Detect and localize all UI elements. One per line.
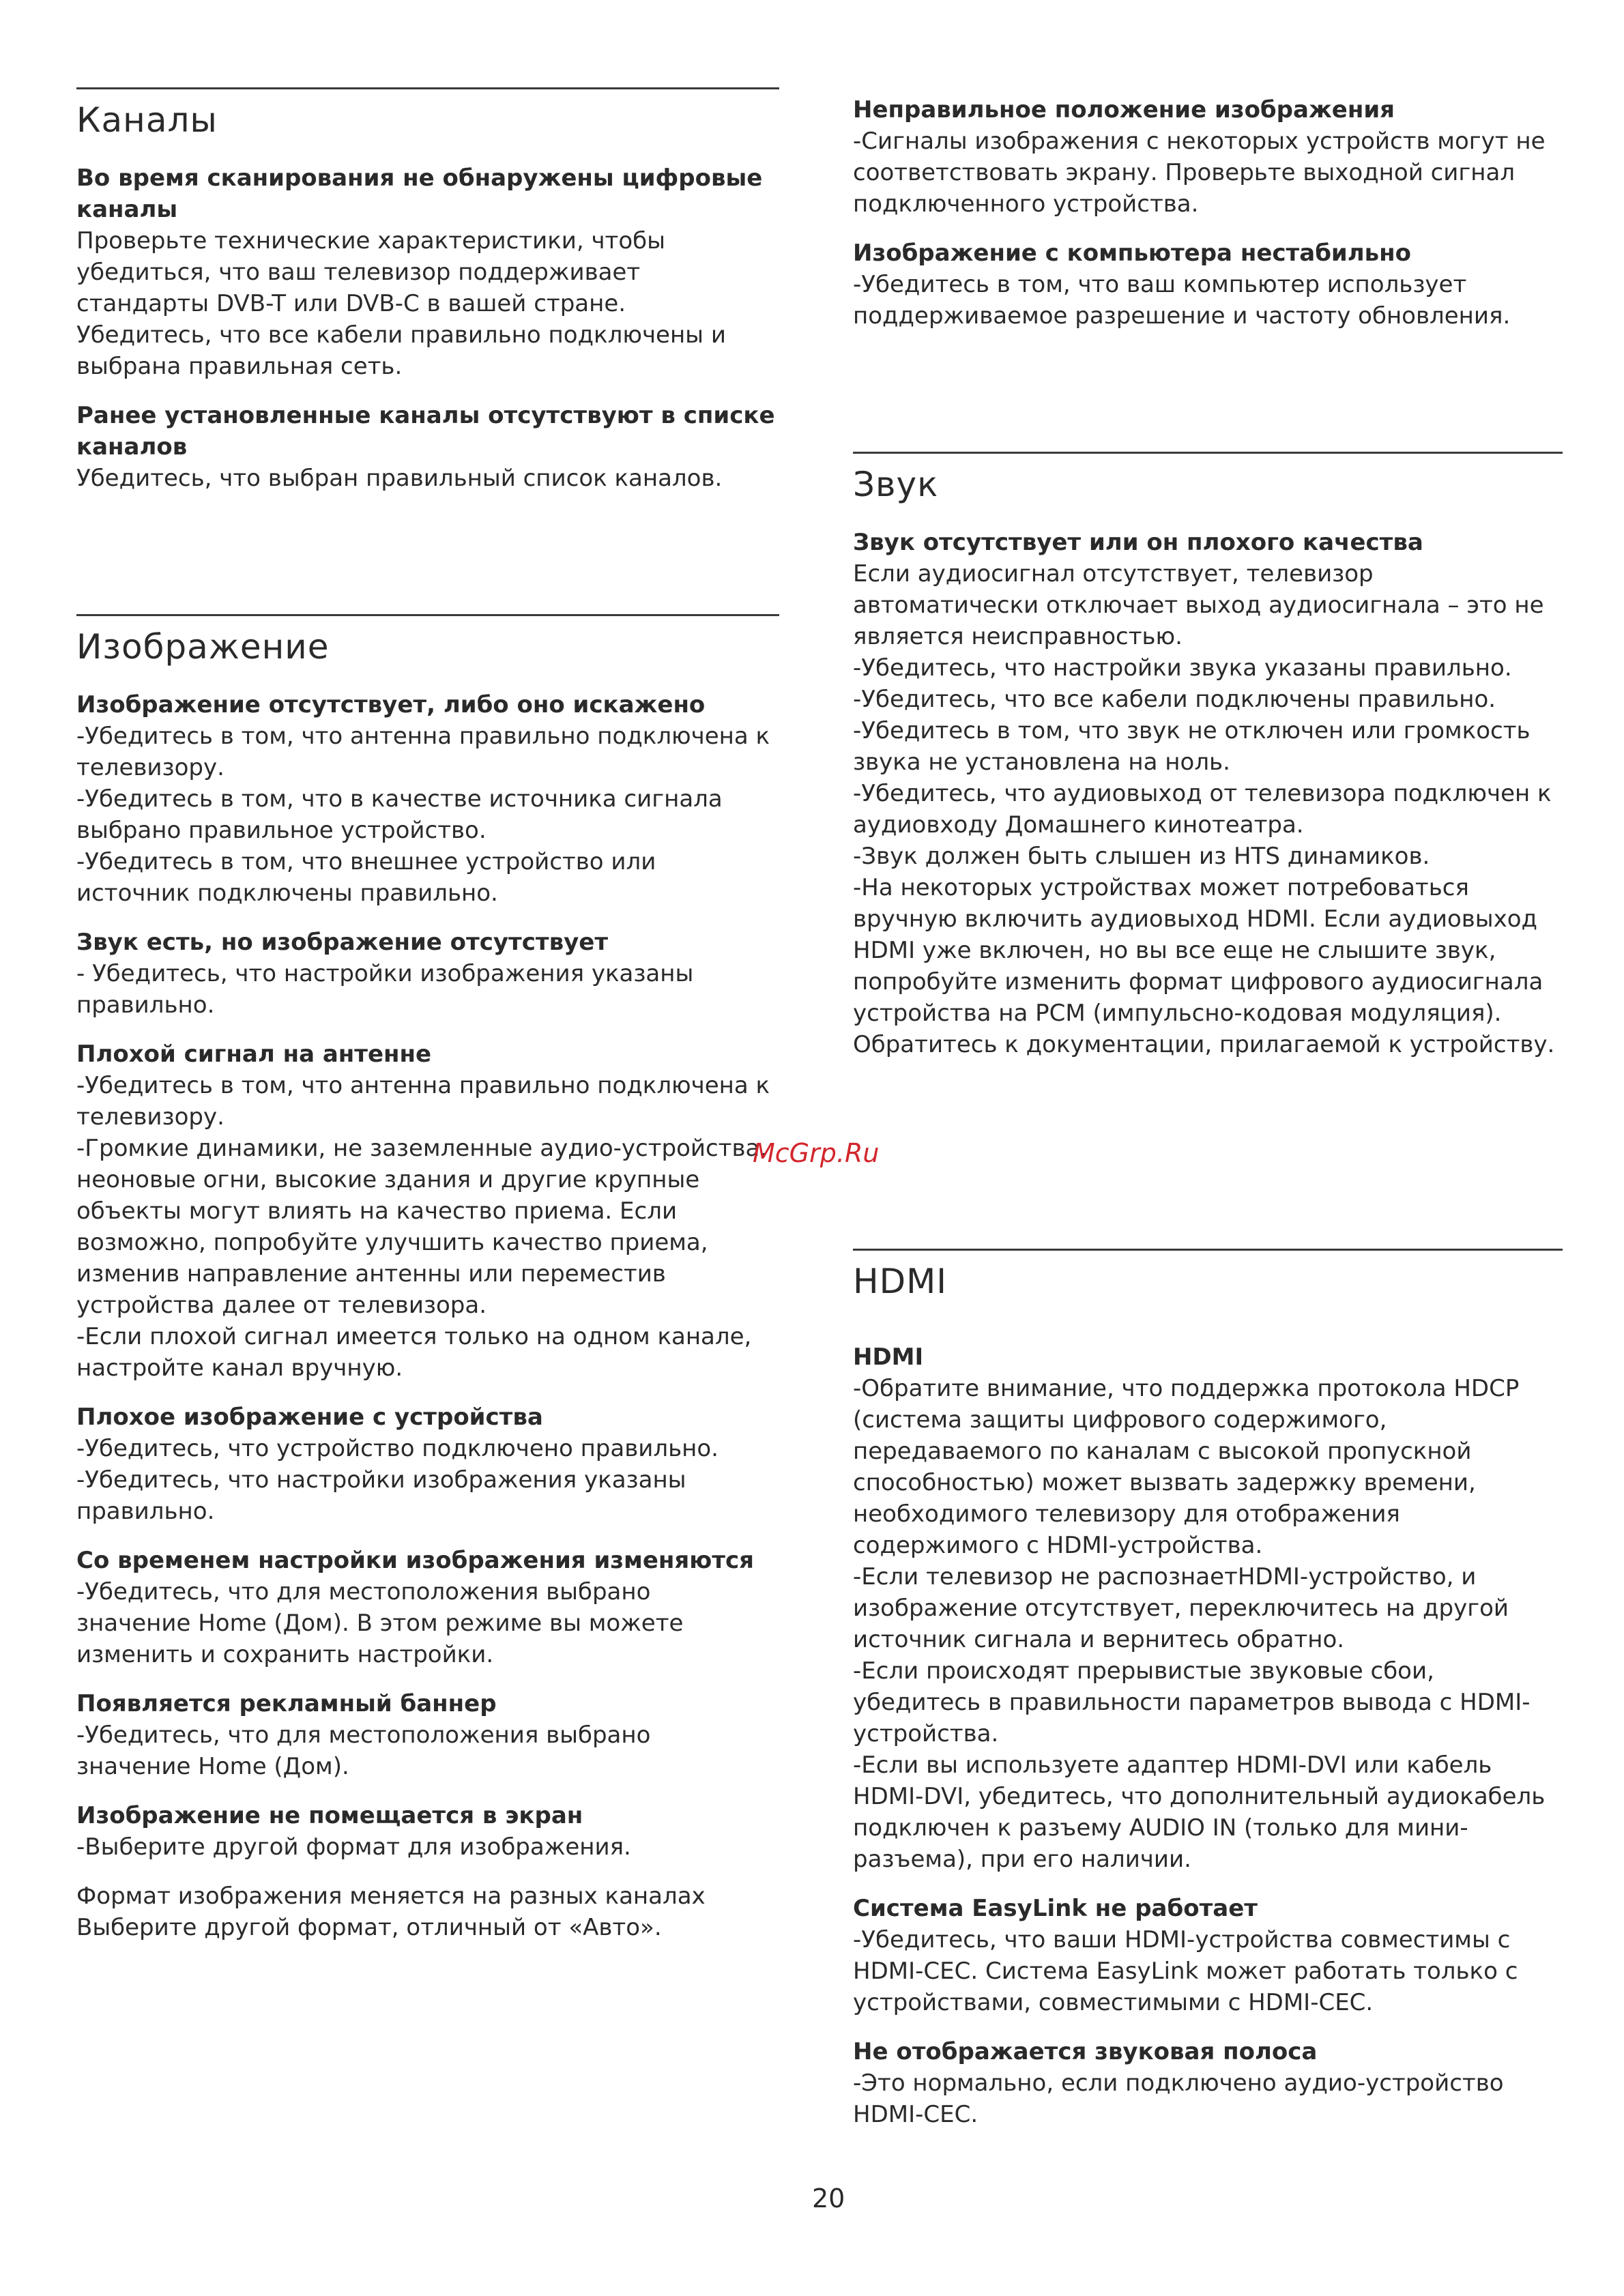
section-picture [76,614,779,1961]
page-number: 20 [812,2183,845,2213]
item-title: Ранее установленные каналы отсутствуют в списке [76,402,775,429]
item-text-line: -Если происходят прерывистые звуковые сбои, [853,1657,1434,1685]
troubleshoot-item [853,94,1563,220]
item-text-line: значение Home (Дом). [76,1753,349,1780]
item-title: Плохой сигнал на антенне [76,1041,432,1068]
section-channels [76,87,779,512]
item-title: Система EasyLink не работает [853,1895,1258,1922]
item-text-line: изменить и сохранить настройки. [76,1641,494,1668]
item-text-line: устройствами, совместимыми с HDMI-CEC. [853,1989,1374,2016]
item-text-line: источник сигнала и вернитесь обратно. [853,1626,1345,1653]
item-text-line: является неисправностью. [853,623,1183,650]
item-text-line: Выберите другой формат, отличный от «Авто». [76,1914,662,1941]
item-text-line: Формат изображения меняется на разных каналах [76,1883,706,1910]
troubleshoot-item [76,1800,779,1863]
item-text-line: поддерживаемое разрешение и частоту обновления. [853,302,1511,330]
item-text-line: возможно, попробуйте улучшить качество приема, [76,1229,708,1256]
item-text-line: неоновые огни, высокие здания и другие крупные [76,1166,700,1193]
item-title: каналы [76,196,178,223]
item-text-line: -Убедитесь, что для местоположения выбрано [76,1578,651,1605]
item-text-line: источник подключены правильно. [76,880,498,907]
section-hdmi [853,1249,1563,2148]
troubleshoot-item [853,237,1563,332]
item-text-line: -Выберите другой формат для изображения. [76,1833,631,1861]
item-text-line: -На некоторых устройствах может потребоваться [853,874,1469,901]
item-text-line: HDMI-CEC. Система EasyLink может работать только с [853,1958,1518,1985]
item-text-line: соответствовать экрану. Проверьте выходной сигнал [853,159,1516,186]
item-text-line: -Убедитесь в том, что в качестве источника сигнала [76,785,723,813]
item-text-line: содержимого с HDMI-устройства. [853,1532,1263,1559]
section-title: HDMI [853,1262,947,1301]
item-text-line: передаваемого по каналам с высокой пропускной [853,1438,1472,1465]
item-text-line: -Убедитесь, что аудиовыход от телевизора подключен к [853,780,1552,807]
item-text-line: выбрано правильное устройство. [76,817,487,844]
item-text-line: Убедитесь, что выбран правильный список каналов. [76,465,723,492]
item-text-line: разъема), при его наличии. [853,1846,1191,1873]
item-text-line: Если аудиосигнал отсутствует, телевизор [853,560,1374,587]
item-title: Появляется рекламный баннер [76,1690,497,1717]
item-title: Не отображается звуковая полоса [853,2038,1318,2065]
item-text-line: -Обратите внимание, что поддержка протокола HDCP [853,1375,1520,1402]
item-text-line: -Если плохой сигнал имеется только на одном канале, [76,1323,752,1350]
item-title: Во время сканирования не обнаружены цифровые [76,164,763,192]
section-rule [853,1249,1563,1251]
item-text-line: подключен к разъему AUDIO IN (только для мини- [853,1814,1468,1842]
item-text-line: изменив направление антенны или переместив [76,1260,666,1288]
item-text-line: -Если телевизор не распознаетHDMI-устройство, и [853,1563,1477,1590]
item-text-line: -Если вы используете адаптер HDMI-DVI или кабель [853,1752,1492,1779]
item-title: Изображение не помещается в экран [76,1802,583,1829]
troubleshoot-item [853,2036,1563,2130]
troubleshoot-item [853,527,1563,1060]
item-text-line: способностью) может вызвать задержку времени, [853,1469,1476,1496]
item-text-line: аудиовходу Домашнего кинотеатра. [853,811,1304,839]
section-picture-continued [853,94,1563,349]
item-text-line: выбрана правильная сеть. [76,353,403,380]
item-text-line: Убедитесь, что все кабели правильно подключены и [76,321,726,349]
item-text-line: вручную включить аудиовыход HDMI. Если аудиовыход [853,905,1538,933]
watermark-text: McGrp.Ru [753,1138,880,1168]
section-title: Каналы [76,100,218,140]
item-text-line: Проверьте технические характеристики, чтобы [76,227,665,255]
item-text-line: Обратитесь к документации, прилагаемой к устройству. [853,1031,1555,1058]
section-sound [853,452,1563,1078]
item-text-line: (система защиты цифрового содержимого, [853,1406,1387,1434]
item-text-line: правильно. [76,991,215,1019]
item-text-line: стандарты DVB-T или DVB-C в вашей стране. [76,290,626,317]
item-text-line: значение Home (Дом). В этом режиме вы можете [76,1610,684,1637]
item-text-line: -Звук должен быть слышен из HTS динамиков. [853,843,1430,870]
item-text-line: HDMI-CEC. [853,2101,978,2128]
item-text-line: -Убедитесь, что устройство подключено правильно. [76,1435,719,1462]
item-text-line: необходимого телевизору для отображения [853,1500,1400,1528]
section-rule [76,614,779,616]
item-text-line: устройства на PCM (импульсно-кодовая модуляция). [853,1000,1502,1027]
section-title: Изображение [76,627,330,667]
item-title: Звук есть, но изображение отсутствует [76,929,609,956]
item-title: Изображение отсутствует, либо оно искажено [76,691,706,718]
item-title: Звук отсутствует или он плохого качества [853,529,1423,556]
item-text-line: -Убедитесь, что все кабели подключены правильно. [853,686,1496,713]
troubleshoot-item [76,162,779,382]
item-text-line: настройте канал вручную. [76,1354,403,1382]
item-text-line: подключенного устройства. [853,190,1199,218]
troubleshoot-item [76,1401,779,1527]
item-text-line: убедиться, что ваш телевизор поддерживает [76,259,641,286]
item-text-line: -Убедитесь в том, что звук не отключен или громкость [853,717,1531,744]
item-text-line: -Убедитесь, что настройки звука указаны правильно. [853,654,1512,682]
section-title: Звук [853,465,939,504]
item-text-line: изображение отсутствует, переключитесь на другой [853,1595,1509,1622]
item-title: Неправильное положение изображения [853,96,1395,123]
item-text-line: телевизору. [76,1103,224,1131]
item-text-line: -Сигналы изображения с некоторых устройств могут не [853,128,1546,155]
troubleshoot-item [76,927,779,1021]
item-text-line: -Убедитесь в том, что антенна правильно подключена к [76,1072,770,1099]
item-text-line: устройства. [853,1720,999,1747]
item-text-line: убедитесь в правильности параметров вывода с HDMI- [853,1689,1531,1716]
item-text-line: звука не установлена на ноль. [853,749,1230,776]
item-text-line: объекты могут влиять на качество приема. Если [76,1197,678,1225]
item-title: Изображение с компьютера нестабильно [853,239,1412,267]
item-text-line: устройства далее от телевизора. [76,1292,487,1319]
item-text-line: -Убедитесь, что ваши HDMI-устройства совместимы с [853,1926,1511,1953]
item-text-line: HDMI уже включен, но вы все еще не слышите звук, [853,937,1496,964]
section-rule [853,452,1563,454]
item-text-line: -Убедитесь, что для местоположения выбрано [76,1721,651,1749]
item-text-line: -Это нормально, если подключено аудио-устройство [853,2069,1504,2097]
troubleshoot-item [76,1038,779,1384]
troubleshoot-item [853,1341,1563,1875]
item-text-line: попробуйте изменить формат цифрового аудиосигнала [853,968,1543,996]
item-title: Со временем настройки изображения изменяются [76,1547,754,1574]
item-text-line: -Убедитесь, что настройки изображения указаны [76,1466,686,1494]
item-text-line: -Убедитесь в том, что антенна правильно подключена к [76,723,770,750]
troubleshoot-item [76,689,779,909]
item-text-line: -Убедитесь в том, что ваш компьютер использует [853,271,1467,298]
item-title: HDMI [853,1343,924,1371]
troubleshoot-item [853,1893,1563,2018]
item-text-line: -Убедитесь в том, что внешнее устройство или [76,848,656,875]
section-rule [76,87,779,89]
item-text-line: -Громкие динамики, не заземленные аудио-устройства, [76,1135,768,1162]
item-text-line: - Убедитесь, что настройки изображения указаны [76,960,694,987]
troubleshoot-item [76,1880,779,1943]
item-text-line: HDMI-DVI, убедитесь, что дополнительный аудиокабель [853,1783,1546,1810]
item-text-line: автоматически отключает выход аудиосигнала – это не [853,592,1544,619]
item-text-line: правильно. [76,1498,215,1525]
troubleshoot-item [76,1545,779,1670]
troubleshoot-item [76,400,779,494]
item-title: Плохое изображение с устройства [76,1404,543,1431]
item-text-line: телевизору. [76,754,224,781]
troubleshoot-item [76,1688,779,1782]
item-title: каналов [76,433,188,461]
